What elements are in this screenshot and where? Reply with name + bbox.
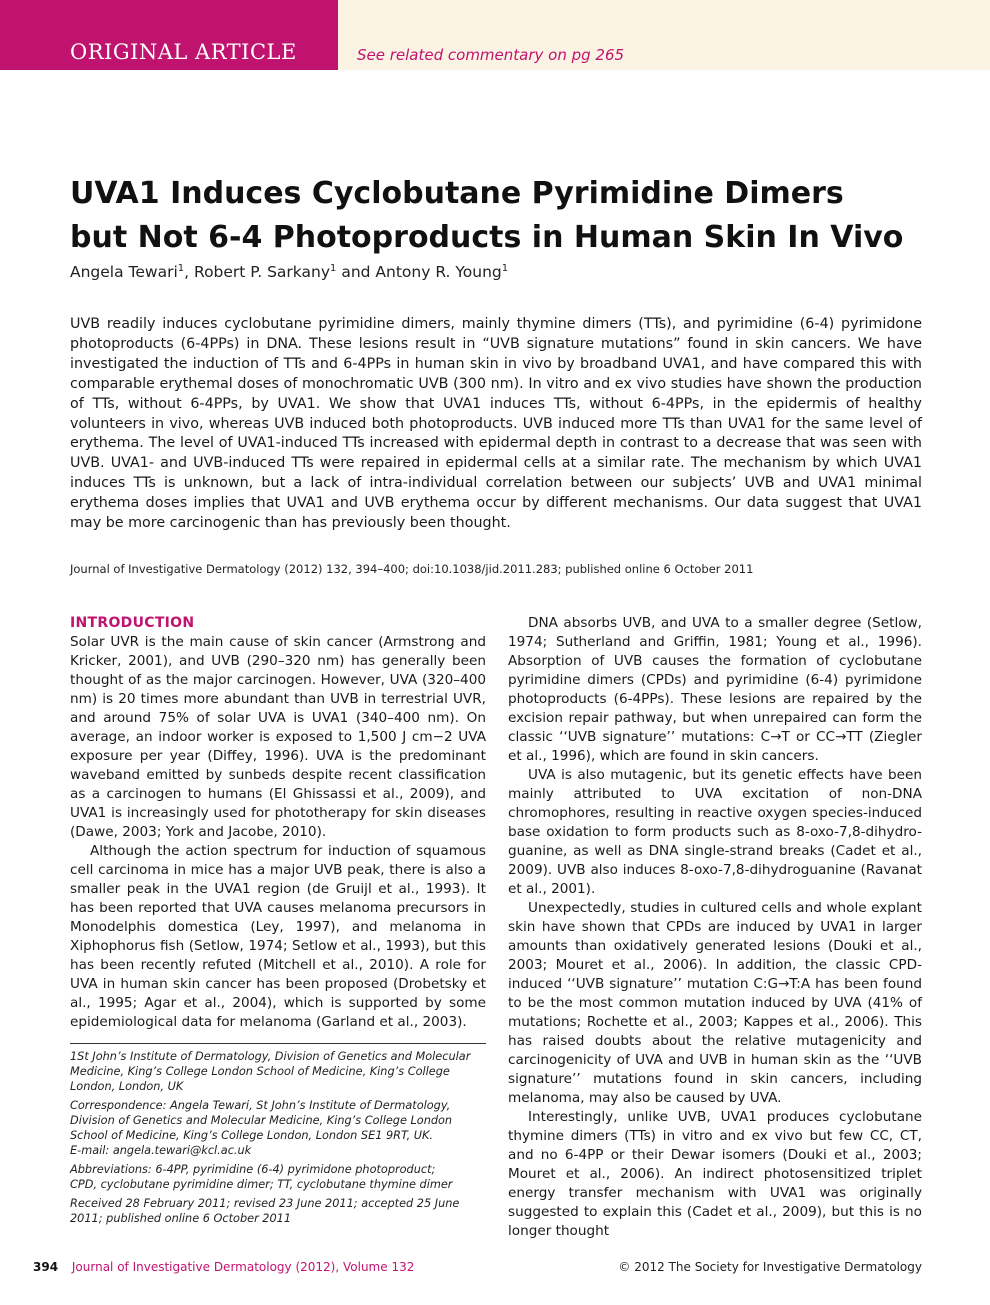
abbreviations-note: [70, 1162, 486, 1192]
author-affiliation-mark: 1: [330, 263, 337, 274]
abstract: UVB readily induces cyclobutane pyrimidine dimers, mainly thymine dimers (TTs), and pyrimidine (6-4) pyrimidone photoproducts (6-4PPs) in DNA. These lesions result in “UVB signature mutations” found in skin cancers. We have investigated the induction of TTs and 6-4PPs in human skin in vivo by broadband UVA1, and have compared this with comparable erythemal doses of monochromatic UVB (300 nm). In vitro and ex vivo studies have shown the production of TTs, without 6-4PPs, by UVA1. We show that UVA1 induces TTs, without 6-4PPs, in the epidermis of healthy volunteers in vivo, whereas UVB induced both photoproducts. UVB induced more TTs than UVA1 for the same level of erythema. The level of UVA1-induced TTs increased with epidermal depth in contrast to a decrease that was seen with UVB. UVA1- and UVB-induced TTs were repaired in epidermal cells at a similar rate. The mechanism by which UVA1 induces TTs is unknown, but a lack of intra-individual correlation between our subjects’ UVB and UVA1 minimal erythema doses implies that UVA1 and UVB erythema occur by different mechanisms. Our data suggest that UVA1 may be more carcinogenic than has previously been thought.: [70, 316, 922, 532]
body-paragraph: UVA is also mutagenic, but its genetic effects have been mainly attributed to UVA excitation of non-DNA chromophores, resulting in reactive oxygen species-induced base oxidation to form products such as 8-oxo-7,8-dihydro-guanine, as well as DNA single-strand breaks (Cadet et al., 2009). UVB also induces 8-oxo-7,8-dihydroguanine (Ravanat et al., 2001).: [508, 767, 922, 897]
author-list: Angela Tewari$^1$, Robert P. Sarkany$^1$ and Antony R. Young$^1$: [70, 263, 509, 282]
footnotes: [70, 1049, 486, 1230]
title-line-1: UVA1 Induces Cyclobutane Pyrimidine Dimers: [70, 176, 844, 211]
article-title: [70, 172, 930, 260]
copyright-notice: © 2012 The Society for Investigative Dermatology: [618, 1260, 922, 1274]
page-footer-left: [33, 1260, 414, 1274]
author-affiliation-mark: 1: [501, 263, 509, 274]
body-column-right: [508, 614, 922, 1241]
footnote-divider: [70, 1043, 486, 1044]
journal-footer: Journal of Investigative Dermatology (2012), Volume 132: [71, 1260, 415, 1274]
body-paragraph: Interestingly, unlike UVB, UVA1 produces cyclobutane thymine dimers (TTs) in vitro and ex vivo but few CC, CT, and no 6-4PP or their Dewar isomers (Douki et al., 2003; Mouret et al., 2006). An indirect photosensitized triplet energy transfer mechanism with UVA1 was originally suggested to explain this (Cadet et al., 2009), but this is no longer thought: [508, 1109, 922, 1239]
received-note: Received 28 February 2011; revised 23 June 2011; accepted 25 June 2011; published online 6 October 2011: [70, 1197, 460, 1225]
abbreviations-line-2: CPD, cyclobutane pyrimidine dimer; TT, cyclobutane thymine dimer: [70, 1178, 453, 1191]
abbreviations-line-1: Abbreviations: 6-4PP, pyrimidine (6-4) pyrimidone photoproduct;: [70, 1163, 436, 1176]
correspondence-note: [70, 1098, 486, 1158]
correspondence-text: Correspondence: Angela Tewari, St John’s Institute of Dermatology, Division of Genetics and Molecular Medicine, King’s College London School of Medicine, King’s College London, London SE1 9RT, UK.: [70, 1099, 453, 1142]
affiliation-note: 1St John’s Institute of Dermatology, Division of Genetics and Molecular Medicine, King’s College London School of Medicine, King’s College London, London, UK: [70, 1050, 471, 1093]
related-commentary-link[interactable]: See related commentary on pg 265: [357, 46, 625, 64]
page-number: 394: [33, 1260, 59, 1274]
section-banner: [0, 0, 338, 70]
introduction-heading: INTRODUCTION: [70, 615, 195, 631]
author-name: Robert P. Sarkany: [194, 263, 331, 282]
citation-line: Journal of Investigative Dermatology (2012) 132, 394–400; doi:10.1038/jid.2011.283; published online 6 October 2011: [70, 562, 754, 576]
body-column-left: [70, 614, 486, 1032]
author-name: Antony R. Young: [375, 263, 502, 282]
author-affiliation-mark: 1: [177, 263, 185, 274]
body-paragraph: DNA absorbs UVB, and UVA to a smaller degree (Setlow, 1974; Sutherland and Griffin, 1981; Young et al., 1996). Absorption of UVB causes the formation of cyclobutane pyrimidine dimers (CPDs) and pyrimidine (6-4) pyrimidone photoproducts (6-4PPs). These lesions are repaired by the excision repair pathway, but when unrepaired can form the classic ‘‘UVB signature’’ mutations: C→T or CC→TT (Ziegler et al., 1996), which are found in skin cancers.: [508, 615, 922, 764]
title-line-2: but Not 6-4 Photoproducts in Human Skin In Vivo: [70, 220, 904, 255]
body-paragraph: Solar UVR is the main cause of skin cancer (Armstrong and Kricker, 2001), and UVB (290–320 nm) has generally been thought of as the major carcinogen. However, UVA (320–400 nm) is 20 times more abundant than UVB in terrestrial UVR, and around 75% of solar UVA is UVA1 (340–400 nm). On average, an indoor worker is exposed to 1,500 J cm−2 UVA exposure per year (Diffey, 1996). UVA is the predominant waveband emitted by sunbeds despite recent classification as a carcinogen to humans (El Ghissassi et al., 2009), and UVA1 is increasingly used for phototherapy for skin diseases (Dawe, 2003; York and Jacobe, 2010).: [70, 634, 486, 840]
correspondence-email[interactable]: E-mail: angela.tewari@kcl.ac.uk: [70, 1144, 252, 1157]
section-label: ORIGINAL ARTICLE: [70, 40, 297, 64]
body-paragraph: Unexpectedly, studies in cultured cells and whole explant skin have shown that CPDs are induced by UVA1 in larger amounts than oxidatively generated lesions (Douki et al., 2003; Mouret et al., 2006). In addition, the classic CPD-induced ‘‘UVB signature’’ mutation C:G→T:A has been found to be the most common mutation induced by UVA (41% of mutations; Rochette et al., 2003; Kappes et al., 2006). This has raised doubts about the relative mutagenicity and carcinogenicity of UVA and UVB in human skin as the ‘‘UVB signature’’ mutations found in skin cancers, including melanoma, may also be caused by UVA.: [508, 900, 922, 1106]
body-paragraph: Although the action spectrum for induction of squamous cell carcinoma in mice has a major UVB peak, there is also a smaller peak in the UVA1 region (de Gruijl et al., 1993). It has been reported that UVA causes melanoma precursors in Monodelphis domestica (Ley, 1997), and melanoma in Xiphophorus fish (Setlow, 1974; Setlow et al., 1993), but this has been recently refuted (Mitchell et al., 2010). A role for UVA in human skin cancer has been proposed (Drobetsky et al., 1995; Agar et al., 2004), which is supported by some epidemiological data for melanoma (Garland et al., 2003).: [70, 843, 486, 1030]
author-name: Angela Tewari: [70, 263, 178, 282]
